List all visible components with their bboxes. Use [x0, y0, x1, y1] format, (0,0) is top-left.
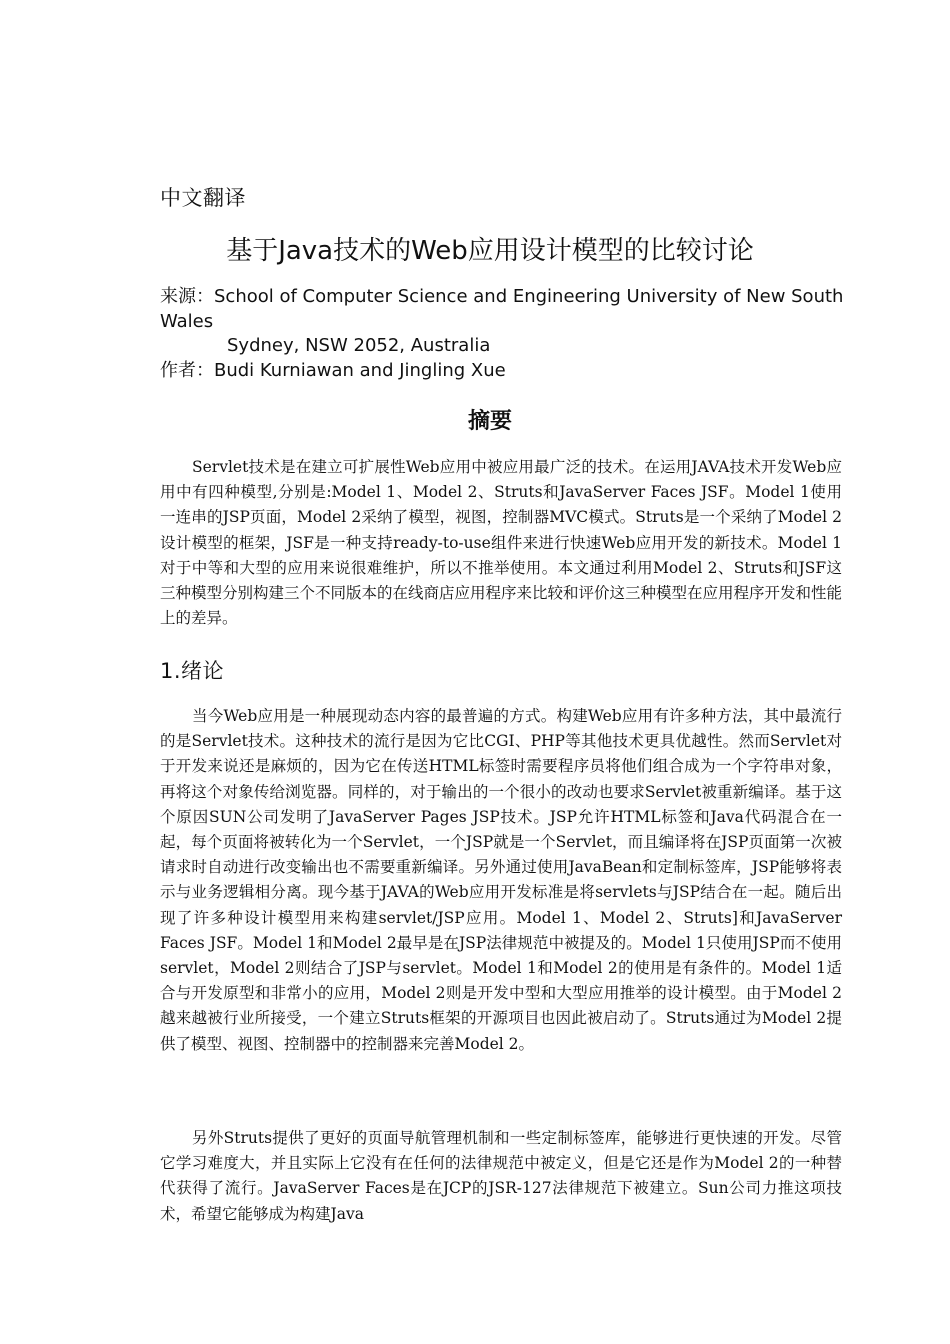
source-line: 来源：School of Computer Science and Engineering University of New South Wales — [160, 286, 844, 332]
source-address: Sydney, NSW 2052, Australia — [227, 335, 491, 356]
author-line: 作者：Budi Kurniawan and Jingling Xue — [160, 360, 506, 381]
abstract-heading: 摘要 — [467, 409, 512, 434]
section-heading-introduction: 1.绪论 — [160, 659, 225, 683]
introduction-paragraph-1: 当今Web应用是一种展现动态内容的最普遍的方式。构建Web应用有许多种方法，其中最流行的是Servlet技术。这种技术的流行是因为它比CGI、PHP等其他技术更具优越性。然而Servlet对于开发来说还是麻烦的，因为它在传送HTML标签时需要程序员将他们组合成为一个字符串对象，再将这个对象传给浏览器。同样的，对于输出的一个很小的改动也要求Servlet被重新编译。基于这个原因SUN公司发明了JavaServer Pages JSP技术。JSP允许HTML标签和Java代码混合在一起，每个页面将被转化为一个Servlet，一个JSP就是一个Servlet，而且编译将在JSP页面第一次被请求时自动进行改变输出也不需要重新编译。另外通过使用JavaBean和定制标签库，JSP能够将表示与业务逻辑相分离。现今基于JAVA的Web应用开发标准是将servlets与JSP结合在一起。随后出现了许多种设计模型用来构建servlet/JSP应用。Model 1、Model 2、Struts]和JavaServer Faces JSF。Model 1和Model 2最早是在JSP法律规范中被提及的。Model 1只使用JSP而不使用servlet，Model 2则结合了JSP与servlet。Model 1和Model 2的使用是有条件的。Model 1适合与开发原型和非常小的应用，Model 2则是开发中型和大型应用推举的设计模型。由于Model 2越来越被行业所接受，一个建立Struts框架的开源项目也因此被启动了。Struts通过为Model 2提供了模型、视图、控制器中的控制器来完善Model 2。 — [160, 707, 842, 1053]
section-label: 中文翻译 — [160, 186, 246, 210]
document-title: 基于Java技术的Web应用设计模型的比较讨论 — [226, 236, 754, 266]
source-block — [160, 285, 850, 359]
abstract-paragraph: Servlet技术是在建立可扩展性Web应用中被应用最广泛的技术。在运用JAVA技术开发Web应用中有四种模型,分别是:Model 1、Model 2、Struts和JavaServer Faces JSF。Model 1使用一连串的JSP页面，Model 2采纳了模型，视图，控制器MVC模式。Struts是一个采纳了Model 2设计模型的框架，JSF是一种支持ready-to-use组件来进行快速Web应用开发的新技术。Model 1对于中等和大型的应用来说很难维护，所以不推举使用。本文通过利用Model 2、Struts和JSF这三种模型分别构建三个不同版本的在线商店应用程序来比较和评价这三种模型在应用程序开发和性能上的差异。 — [160, 458, 843, 628]
introduction-paragraph-2: 另外Struts提供了更好的页面导航管理机制和一些定制标签库，能够进行更快速的开发。尽管它学习难度大，并且实际上它没有在任何的法律规范中被定义，但是它还是作为Model 2的一种替代获得了流行。JavaServer Faces是在JCP的JSR-127法律规范下被建立。Sun公司力推这项技术，希望它能够成为构建Java — [160, 1129, 842, 1223]
